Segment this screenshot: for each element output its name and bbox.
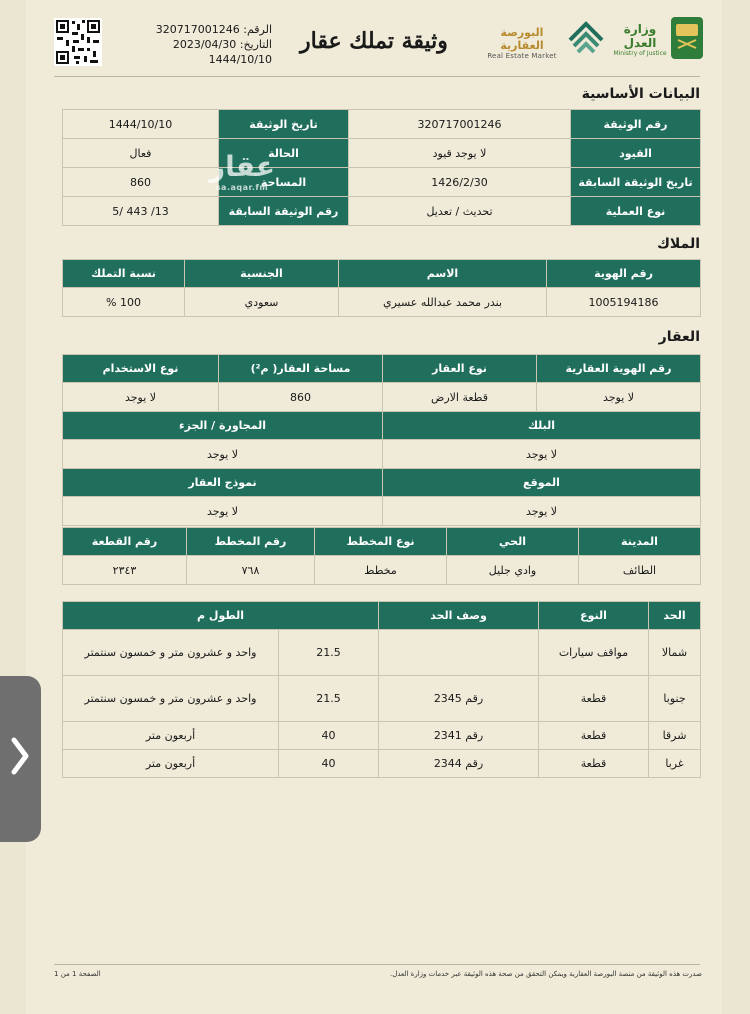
document-header: [26, 8, 722, 70]
table-row: [63, 722, 701, 750]
header-property-id: رقم الهوية العقارية: [537, 355, 701, 383]
table-row: [63, 197, 701, 226]
value-length-number: 21.5: [279, 676, 379, 722]
value-restrictions: لا يوجد قيود: [349, 139, 571, 168]
value-boundary-type: مواقف سيارات: [539, 630, 649, 676]
table-header-row: [63, 412, 701, 440]
document-number: الرقم: 320717001246: [155, 23, 272, 36]
value-plan-type: مخطط: [315, 556, 447, 585]
document-date-hijri: 1444/10/10: [208, 53, 272, 66]
value-boundary-description: رقم 2341: [379, 722, 539, 750]
label-document-date: تاريخ الوثيقة: [219, 110, 349, 139]
header-city: المدينة: [579, 528, 701, 556]
chevron-right-icon: [8, 736, 32, 776]
value-length-number: 21.5: [279, 630, 379, 676]
header-owner-name: الاسم: [339, 260, 547, 288]
value-boundary-side: شرقا: [649, 722, 701, 750]
label-operation-type: نوع العملية: [571, 197, 701, 226]
value-length-text: أربعون متر: [63, 722, 279, 750]
value-plot-number: ٢٣٤٣: [63, 556, 187, 585]
table-row: [63, 139, 701, 168]
header-location: الموقع: [383, 469, 701, 497]
table-row: [63, 383, 701, 412]
value-neighborhood-part: لا يوجد: [63, 440, 383, 469]
value-usage-type: لا يوجد: [63, 383, 219, 412]
footer-note: صدرت هذه الوثيقة من منصة البورصة العقارية ويمكن التحقق من صحة هذه الوثيقة عبر خدمات وزارة العدل.: [390, 970, 702, 978]
table-row: [63, 497, 701, 526]
value-boundary-description: [379, 630, 539, 676]
page-title: وثيقة تملك عقار: [300, 28, 448, 54]
real-estate-logo-icon: [566, 18, 606, 58]
value-plan-number: ٧٦٨: [187, 556, 315, 585]
label-document-number: رقم الوثيقة: [571, 110, 701, 139]
table-row: [63, 630, 701, 676]
value-boundary-side: غربا: [649, 750, 701, 778]
value-nationality: سعودي: [185, 288, 339, 317]
table-header-row: [63, 469, 701, 497]
section-title-property: العقار: [658, 329, 700, 345]
header-nationality: الجنسية: [185, 260, 339, 288]
property-table-2: [62, 527, 701, 585]
value-owner-name: بندر محمد عبدالله عسيري: [339, 288, 547, 317]
header-boundary-description: وصف الحد: [379, 602, 539, 630]
header-boundary-type: النوع: [539, 602, 649, 630]
value-length-number: 40: [279, 722, 379, 750]
footer-divider: [54, 964, 700, 965]
value-operation-type: تحديث / تعديل: [349, 197, 571, 226]
value-owner-id: 1005194186: [547, 288, 701, 317]
page-counter: الصفحة 1 من 1: [54, 970, 101, 978]
value-property-id: لا يوجد: [537, 383, 701, 412]
value-area: 860: [63, 168, 219, 197]
divider: [54, 76, 700, 77]
table-header-row: [63, 528, 701, 556]
owners-table: [62, 259, 701, 317]
value-status: فعال: [63, 139, 219, 168]
header-neighborhood-part: المجاورة / الجزء: [63, 412, 383, 440]
value-district: وادي جليل: [447, 556, 579, 585]
bounds-table: [62, 601, 701, 778]
header-usage-type: نوع الاستخدام: [63, 355, 219, 383]
basic-info-table: [62, 109, 701, 226]
header-owner-id: رقم الهوية: [547, 260, 701, 288]
side-navigation-tab[interactable]: [0, 676, 41, 842]
table-header-row: [63, 355, 701, 383]
value-property-type: قطعة الارض: [383, 383, 537, 412]
real-estate-market-logo: البورصة العقارية Real Estate Market: [487, 26, 557, 60]
ministry-of-justice-logo: وزارة العدل Ministry of Justice: [613, 22, 667, 57]
section-title-owners: الملاك: [657, 236, 700, 252]
header-plan-number: رقم المخطط: [187, 528, 315, 556]
label-previous-date: تاريخ الوثيقة السابقة: [571, 168, 701, 197]
table-row: [63, 110, 701, 139]
header-plot-number: رقم القطعة: [63, 528, 187, 556]
value-block: لا يوجد: [383, 440, 701, 469]
value-boundary-side: شمالا: [649, 630, 701, 676]
value-property-area: 860: [219, 383, 383, 412]
saudi-emblem-icon: [670, 16, 704, 60]
document-date-gregorian: التاريخ: 2023/04/30: [172, 38, 272, 51]
qr-code-icon: [54, 18, 102, 66]
value-previous-date: 1426/2/30: [349, 168, 571, 197]
value-length-text: واحد و عشرون متر و خمسون سنتمتر: [63, 630, 279, 676]
value-boundary-type: قطعة: [539, 750, 649, 778]
value-document-number: 320717001246: [349, 110, 571, 139]
header-ownership-ratio: نسبة التملك: [63, 260, 185, 288]
header-length: الطول م: [63, 602, 379, 630]
table-header-row: [63, 260, 701, 288]
header-property-area: مساحة العقار( م²): [219, 355, 383, 383]
value-previous-document-number: 13/ 443 /5: [63, 197, 219, 226]
value-city: الطائف: [579, 556, 701, 585]
table-row: [63, 440, 701, 469]
value-document-date: 1444/10/10: [63, 110, 219, 139]
table-row: [63, 288, 701, 317]
label-previous-document-number: رقم الوثيقة السابقة: [219, 197, 349, 226]
header-block: البلك: [383, 412, 701, 440]
header-boundary: الحد: [649, 602, 701, 630]
value-boundary-description: رقم 2345: [379, 676, 539, 722]
header-district: الحي: [447, 528, 579, 556]
label-area: المساحة: [219, 168, 349, 197]
header-property-model: نموذج العقار: [63, 469, 383, 497]
value-length-number: 40: [279, 750, 379, 778]
value-boundary-description: رقم 2344: [379, 750, 539, 778]
property-table-1: [62, 354, 701, 526]
value-boundary-side: جنوبا: [649, 676, 701, 722]
table-row: [63, 750, 701, 778]
value-length-text: واحد و عشرون متر و خمسون سنتمتر: [63, 676, 279, 722]
header-property-type: نوع العقار: [383, 355, 537, 383]
aqar-watermark: عقار sa.aqar.fm: [209, 150, 275, 192]
table-header-row: [63, 602, 701, 630]
value-boundary-type: قطعة: [539, 722, 649, 750]
table-row: [63, 676, 701, 722]
header-plan-type: نوع المخطط: [315, 528, 447, 556]
document-page: [26, 0, 722, 1014]
document-meta: [156, 22, 272, 67]
table-row: [63, 168, 701, 197]
value-property-model: لا يوجد: [63, 497, 383, 526]
label-restrictions: القيود: [571, 139, 701, 168]
value-location: لا يوجد: [383, 497, 701, 526]
table-row: [63, 556, 701, 585]
section-title-basic: البيانات الأساسية: [581, 86, 700, 102]
value-ownership-ratio: 100 %: [63, 288, 185, 317]
label-status: الحالة: [219, 139, 349, 168]
value-boundary-type: قطعة: [539, 676, 649, 722]
value-length-text: أربعون متر: [63, 750, 279, 778]
